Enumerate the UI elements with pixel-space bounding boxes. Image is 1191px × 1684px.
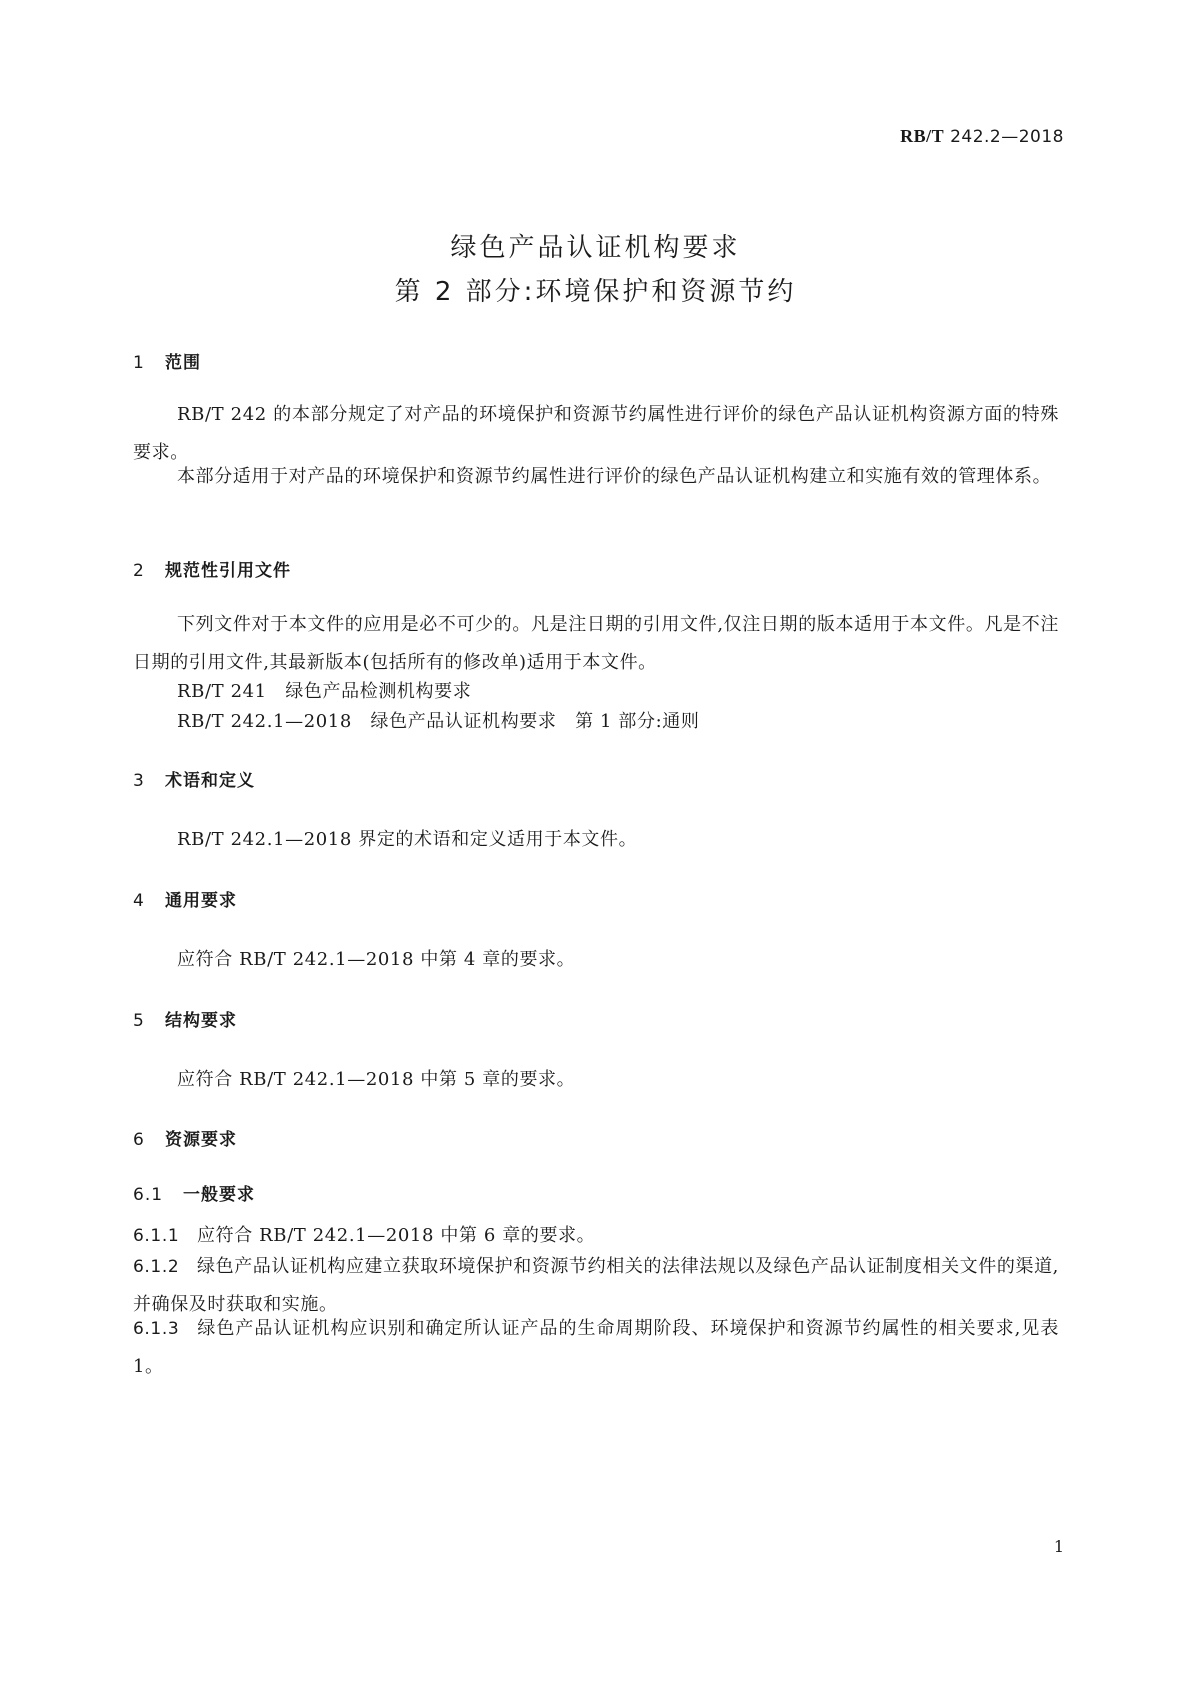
section-number: 2: [133, 561, 145, 581]
clause-6-1-1: 6.1.1 应符合 RB/T 242.1—2018 中第 6 章的要求。: [133, 1217, 1059, 1255]
section-number: 3: [133, 771, 145, 791]
section-heading-resource-requirements: [133, 1125, 237, 1150]
references-paragraph: 下列文件对于本文件的应用是必不可少的。凡是注日期的引用文件,仅注日期的版本适用于本文件。凡是不注日期的引用文件,其最新版本(包括所有的修改单)适用于本文件。: [133, 614, 1059, 673]
scope-paragraph-1: RB/T 242 的本部分规定了对产品的环境保护和资源节约属性进行评价的绿色产品认证机构资源方面的特殊要求。: [133, 404, 1059, 463]
subsection-heading-general: [133, 1180, 255, 1205]
section-number: 1: [133, 353, 145, 373]
section-title: 结构要求: [165, 1011, 237, 1031]
section-number: 4: [133, 891, 145, 911]
section-heading-general-requirements: [133, 886, 237, 911]
section-heading-terms: [133, 766, 255, 791]
general-requirements-paragraph: 应符合 RB/T 242.1—2018 中第 4 章的要求。: [177, 949, 576, 970]
clause-6-1-3: 6.1.3 绿色产品认证机构应识别和确定所认证产品的生命周期阶段、环境保护和资源节约属性的相关要求,见表 1。: [133, 1310, 1059, 1386]
section-number: 6: [133, 1130, 145, 1150]
reference-item-1: RB/T 241 绿色产品检测机构要求: [177, 681, 472, 702]
clause-number: 6.1.3: [133, 1319, 180, 1339]
section-title: 规范性引用文件: [165, 561, 291, 581]
terms-paragraph: RB/T 242.1—2018 界定的术语和定义适用于本文件。: [177, 829, 638, 850]
standard-code-prefix: RB/T: [900, 126, 945, 146]
scope-paragraph-2: 本部分适用于对产品的环境保护和资源节约属性进行评价的绿色产品认证机构建立和实施有效的管理体系。: [177, 466, 1052, 487]
clause-number: 6.1.2: [133, 1257, 180, 1277]
section-title: 资源要求: [165, 1130, 237, 1150]
section-heading-normative-references: [133, 556, 291, 581]
structural-requirements-paragraph: 应符合 RB/T 242.1—2018 中第 5 章的要求。: [177, 1069, 576, 1090]
section-heading-structural-requirements: [133, 1006, 237, 1031]
section-title: 通用要求: [165, 891, 237, 911]
section-heading-scope: [133, 348, 201, 373]
document-title: 绿色产品认证机构要求: [450, 233, 741, 263]
document-subtitle: 第 2 部分:环境保护和资源节约: [394, 277, 797, 307]
section-title: 术语和定义: [165, 771, 255, 791]
standard-code-number: 242.2—2018: [950, 127, 1064, 147]
clause-6-1-2: 6.1.2 绿色产品认证机构应建立获取环境保护和资源节约相关的法律法规以及绿色产品认证制度相关文件的渠道,并确保及时获取和实施。: [133, 1248, 1059, 1324]
page-number: 1: [1053, 1537, 1064, 1556]
reference-item-2: RB/T 242.1—2018 绿色产品认证机构要求 第 1 部分:通则: [177, 711, 700, 732]
subsection-number: 6.1: [133, 1185, 164, 1205]
section-number: 5: [133, 1011, 145, 1031]
subsection-title: 一般要求: [183, 1185, 255, 1205]
standard-code: [900, 126, 1064, 147]
section-title: 范围: [165, 353, 201, 373]
clause-number: 6.1.1: [133, 1226, 180, 1246]
